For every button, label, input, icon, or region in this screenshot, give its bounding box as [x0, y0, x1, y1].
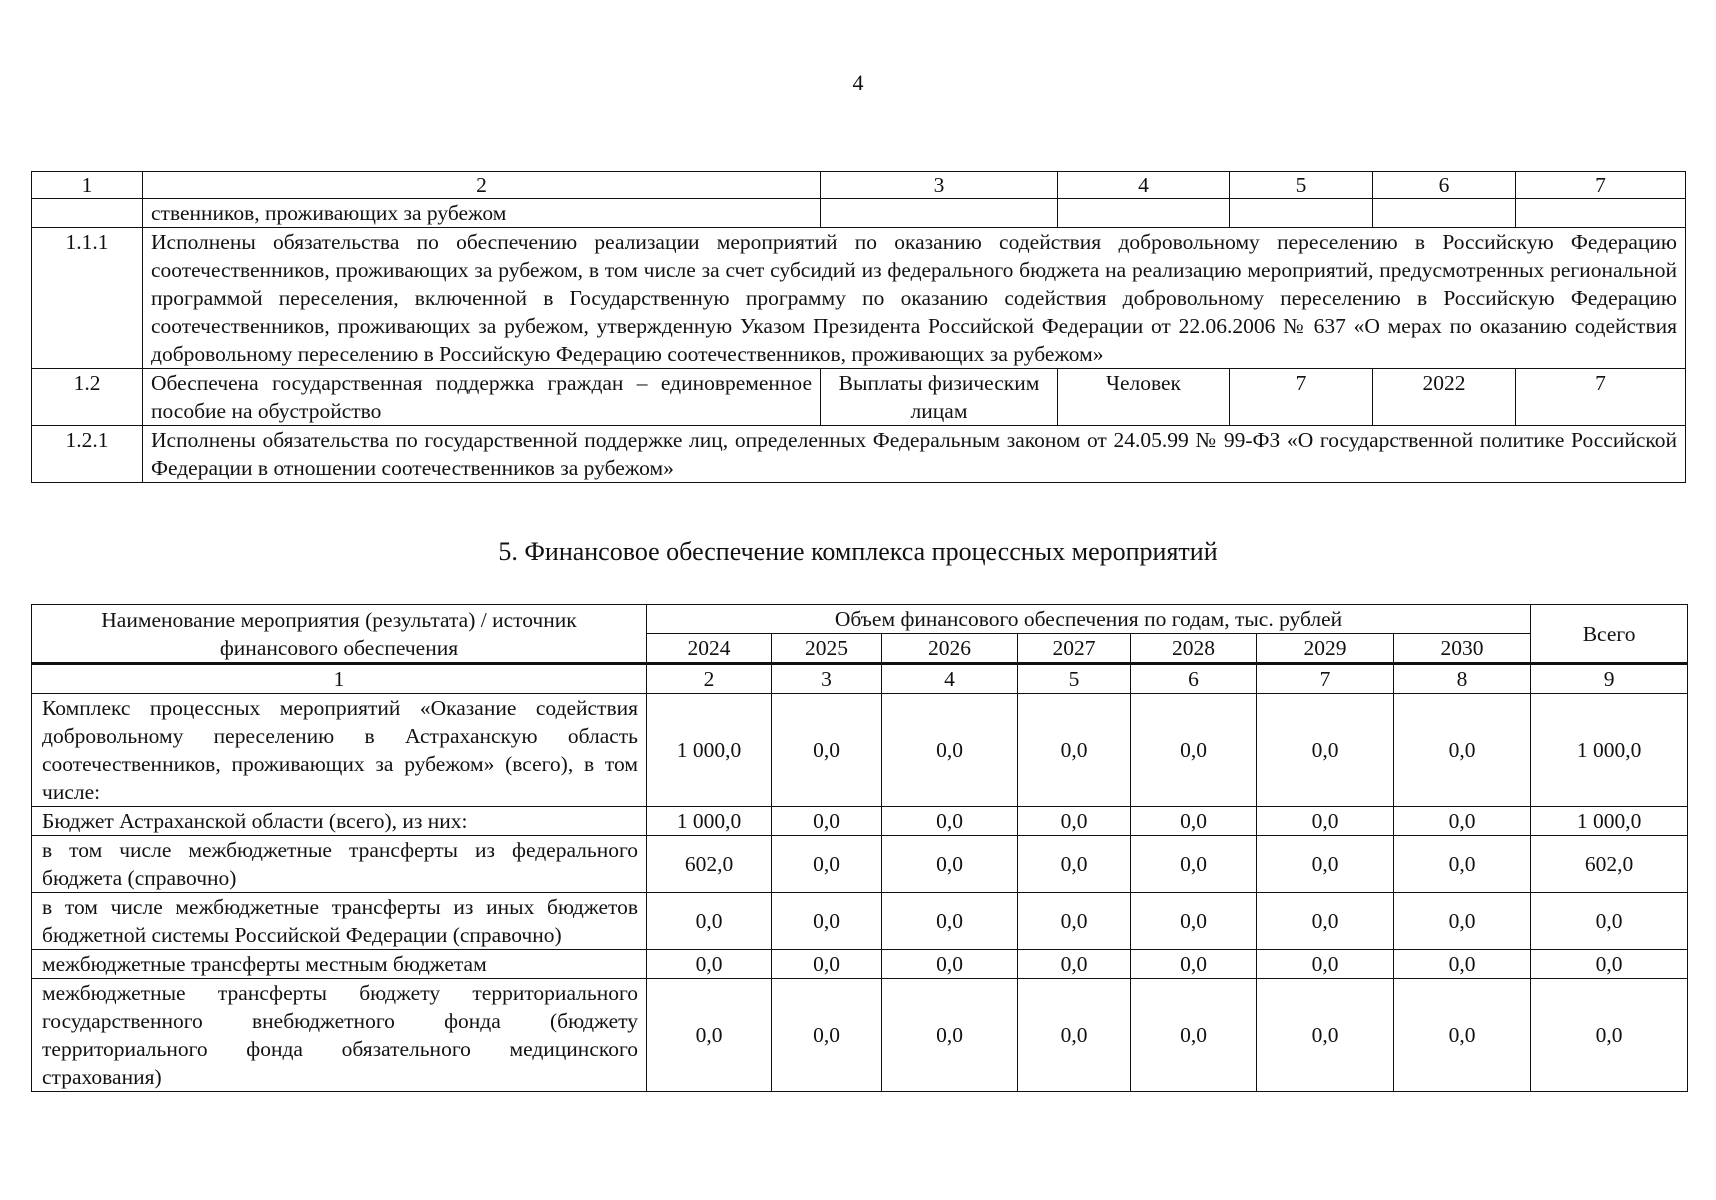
year-header: 2024 [647, 634, 772, 664]
column-number: 4 [1058, 172, 1230, 199]
value-cell: 0,0 [1131, 979, 1257, 1092]
total-cell: 0,0 [1531, 950, 1688, 979]
value-cell: 0,0 [647, 893, 772, 950]
year-header: 2030 [1394, 634, 1531, 664]
value-cell: 602,0 [647, 836, 772, 893]
payment-type: Выплаты физическим лицам [821, 369, 1058, 426]
value-cell: 0,0 [882, 836, 1018, 893]
value-cell: 0,0 [1394, 893, 1531, 950]
year-header: 2028 [1131, 634, 1257, 664]
value-cell: 0,0 [647, 979, 772, 1092]
section-title: 5. Финансовое обеспечение комплекса процессных мероприятий [498, 537, 1218, 566]
results-table [31, 171, 1686, 483]
value-cell: 0,0 [1394, 836, 1531, 893]
results-table-header [32, 172, 1686, 199]
empty-cell [1230, 199, 1373, 228]
value-cell: 0,0 [1131, 694, 1257, 807]
row-name: Бюджет Астраханской области (всего), из них: [32, 807, 647, 836]
value-cell: 0,0 [882, 807, 1018, 836]
volume-header: Объем финансового обеспечения по годам, тыс. рублей [647, 605, 1531, 634]
row-number: 1.2.1 [32, 426, 143, 483]
value-cell: 0,0 [1257, 950, 1394, 979]
value-cell: 0,0 [647, 950, 772, 979]
row-name: в том числе межбюджетные трансферты из федерального бюджета (справочно) [32, 836, 647, 893]
value-cell: 0,0 [1394, 979, 1531, 1092]
page-number: 4 [852, 70, 864, 95]
column-number: 5 [1018, 664, 1131, 694]
value-cell: 0,0 [1131, 836, 1257, 893]
row-number: 1.2 [32, 369, 143, 426]
table-row [32, 369, 1686, 426]
column-number: 9 [1531, 664, 1688, 694]
row-name: в том числе межбюджетные трансферты из иных бюджетов бюджетной системы Российской Федерации (справочно) [32, 893, 647, 950]
value-cell: 0,0 [1018, 893, 1131, 950]
value-cell: 0,0 [1257, 893, 1394, 950]
total-header: Всего [1531, 605, 1688, 664]
value-cell: 0,0 [1018, 694, 1131, 807]
financing-table [31, 604, 1688, 1092]
row-name: межбюджетные трансферты местным бюджетам [32, 950, 647, 979]
value-cell: 0,0 [772, 950, 882, 979]
value-cell: 1 000,0 [647, 807, 772, 836]
row-text: Исполнены обязательства по государственной поддержке лиц, определенных Федеральным законом от 24.05.99 № 99-ФЗ «О государственной политике Российской Федерации в отношении соотечественников за рубежом» [143, 426, 1686, 483]
table-row [32, 228, 1686, 369]
column-number: 2 [143, 172, 821, 199]
value-cell: 0,0 [772, 979, 882, 1092]
column-number: 4 [882, 664, 1018, 694]
empty-cell [1058, 199, 1230, 228]
value-cell: 0,0 [772, 694, 882, 807]
value-cell: 0,0 [1131, 893, 1257, 950]
table-row [32, 807, 1688, 836]
column-number: 7 [1516, 172, 1686, 199]
row-name: Комплекс процессных мероприятий «Оказание содействия добровольному переселению в Астраханскую область соотечественников, проживающих за рубежом» (всего), в том числе: [32, 694, 647, 807]
total-cell: 602,0 [1531, 836, 1688, 893]
column-number: 3 [821, 172, 1058, 199]
column-number: 7 [1257, 664, 1394, 694]
table-row [32, 979, 1688, 1092]
table-row [32, 893, 1688, 950]
column-number: 6 [1373, 172, 1516, 199]
row-text: Обеспечена государственная поддержка граждан – единовременное пособие на обустройство [143, 369, 821, 426]
value-cell: 0,0 [772, 836, 882, 893]
value-cell: 0,0 [1131, 807, 1257, 836]
table-row [32, 836, 1688, 893]
value-cell: 0,0 [882, 979, 1018, 1092]
total-cell: 0,0 [1531, 893, 1688, 950]
value-cell: 0,0 [1257, 694, 1394, 807]
column-number: 1 [32, 172, 143, 199]
row-number [32, 199, 143, 228]
unit: Человек [1058, 369, 1230, 426]
row-name: межбюджетные трансферты бюджету территориального государственного внебюджетного фонда (бюджету территориального фонда обязательного медицинского страхования) [32, 979, 647, 1092]
value-cell: 0,0 [1257, 979, 1394, 1092]
column-number: 6 [1131, 664, 1257, 694]
empty-cell [1373, 199, 1516, 228]
total-cell: 1 000,0 [1531, 807, 1688, 836]
value-cell: 0,0 [1131, 950, 1257, 979]
base-value: 7 [1230, 369, 1373, 426]
table-row [32, 950, 1688, 979]
value-cell: 0,0 [1018, 807, 1131, 836]
column-number: 3 [772, 664, 882, 694]
table-row [32, 199, 1686, 228]
value-cell: 1 000,0 [647, 694, 772, 807]
value-cell: 0,0 [1394, 694, 1531, 807]
column-number: 8 [1394, 664, 1531, 694]
year-header: 2025 [772, 634, 882, 664]
target-value: 7 [1516, 369, 1686, 426]
value-cell: 0,0 [1257, 836, 1394, 893]
year-header: 2026 [882, 634, 1018, 664]
value-cell: 0,0 [882, 893, 1018, 950]
total-cell: 1 000,0 [1531, 694, 1688, 807]
name-column-header: Наименование мероприятия (результата) / источник финансового обеспечения [32, 605, 647, 664]
value-cell: 0,0 [1018, 979, 1131, 1092]
value-cell: 0,0 [772, 807, 882, 836]
row-text: Исполнены обязательства по обеспечению реализации мероприятий по оказанию содействия добровольному переселению в Российскую Федерацию соотечественников, проживающих за рубежом, в том числе за счет субсидий из федерального бюджета на реализацию мероприятий, предусмотренных региональной программой переселения, включенной в Государственную программу по оказанию содействия добровольному переселению в Российскую Федерацию соотечественников, проживающих за рубежом, утвержденную Указом Президента Российской Федерации от 22.06.2006 № 637 «О мерах по оказанию содействия добровольному переселению в Российскую Федерацию соотечественников, проживающих за рубежом» [143, 228, 1686, 369]
value-cell: 0,0 [1018, 836, 1131, 893]
table-row [32, 426, 1686, 483]
value-cell: 0,0 [1257, 807, 1394, 836]
column-numbers-row [32, 664, 1688, 694]
year-header: 2027 [1018, 634, 1131, 664]
column-number: 5 [1230, 172, 1373, 199]
value-cell: 0,0 [1018, 950, 1131, 979]
value-cell: 0,0 [882, 950, 1018, 979]
financing-header [32, 605, 1688, 634]
row-text: ственников, проживающих за рубежом [143, 199, 821, 228]
column-number: 2 [647, 664, 772, 694]
value-cell: 0,0 [1394, 807, 1531, 836]
value-cell: 0,0 [882, 694, 1018, 807]
column-number: 1 [32, 664, 647, 694]
empty-cell [821, 199, 1058, 228]
empty-cell [1516, 199, 1686, 228]
year-header: 2029 [1257, 634, 1394, 664]
value-cell: 0,0 [772, 893, 882, 950]
value-cell: 0,0 [1394, 950, 1531, 979]
total-cell: 0,0 [1531, 979, 1688, 1092]
base-year: 2022 [1373, 369, 1516, 426]
row-number: 1.1.1 [32, 228, 143, 369]
table-row [32, 694, 1688, 807]
